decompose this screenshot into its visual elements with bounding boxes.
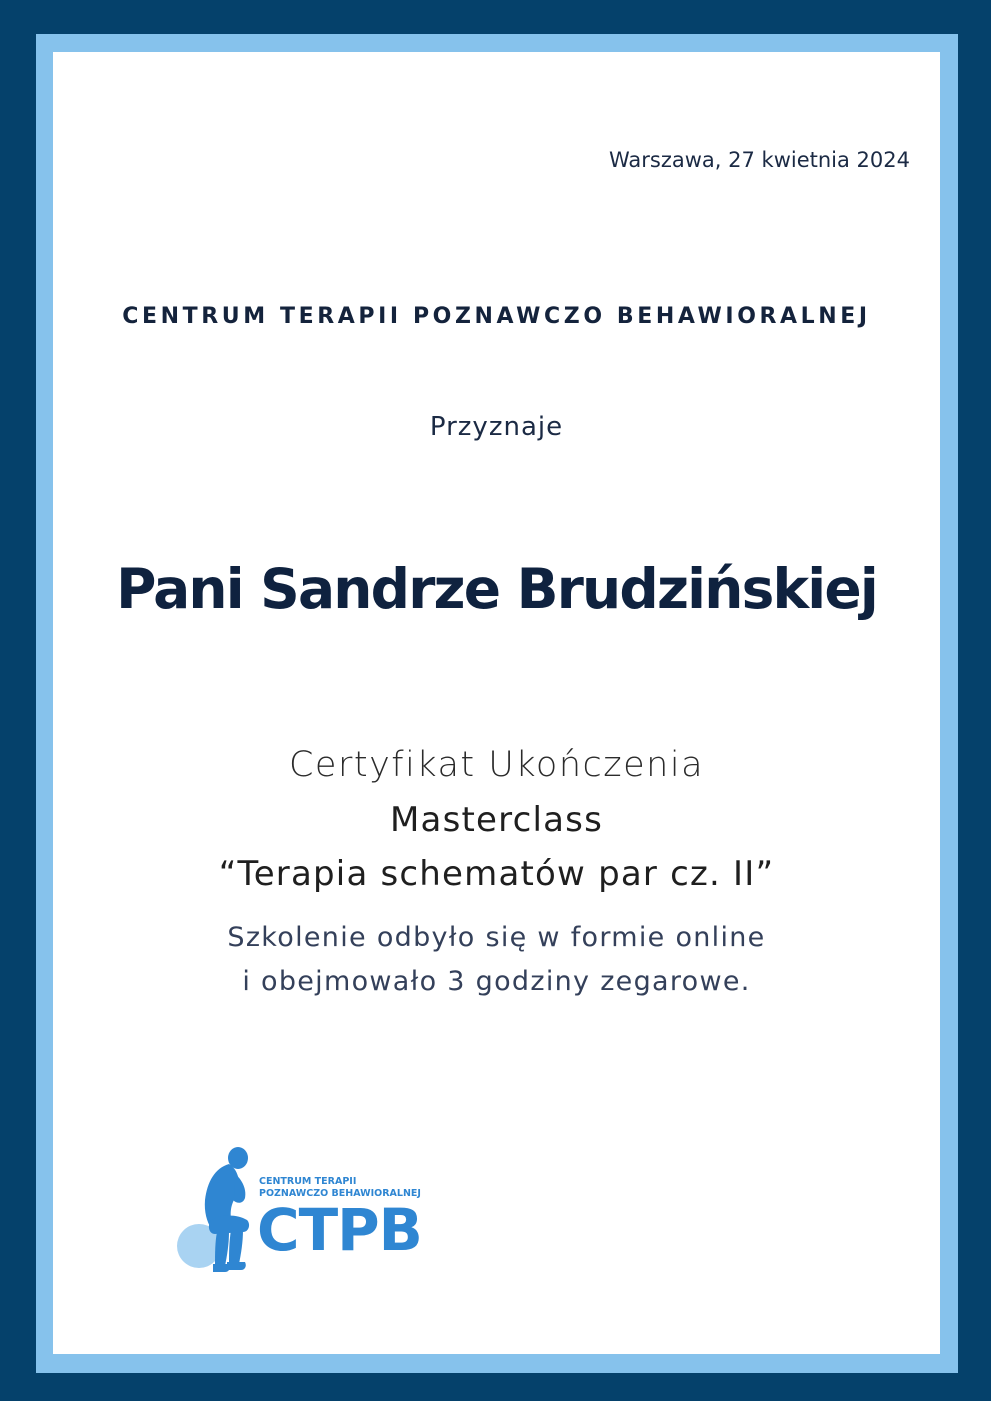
organization-name: CENTRUM TERAPII POZNAWCZO BEHAWIORALNEJ	[122, 304, 871, 329]
thinker-figure-icon	[171, 1142, 261, 1272]
course-details	[53, 916, 940, 1004]
course-type: Masterclass	[390, 800, 603, 840]
logo-line-2: POZNAWCZO BEHAWIORALNEJ	[259, 1188, 421, 1199]
recipient-name: Pani Sandrze Brudzińskiej	[116, 557, 877, 621]
ctpb-logo	[171, 1142, 461, 1272]
course-name: “Terapia schematów par cz. II”	[218, 854, 775, 894]
details-line-1: Szkolenie odbyło się w formie online	[227, 922, 766, 953]
certificate-title: Certyfikat Ukończenia	[288, 745, 705, 785]
logo-acronym: CTPB	[257, 1196, 422, 1264]
awards-label: Przyznaje	[429, 412, 564, 442]
place-date: Warszawa, 27 kwietnia 2024	[608, 148, 910, 172]
logo-line-1: CENTRUM TERAPII	[259, 1176, 357, 1187]
certificate-page	[53, 52, 940, 1354]
details-line-2: i obejmowało 3 godziny zegarowe.	[242, 966, 751, 997]
